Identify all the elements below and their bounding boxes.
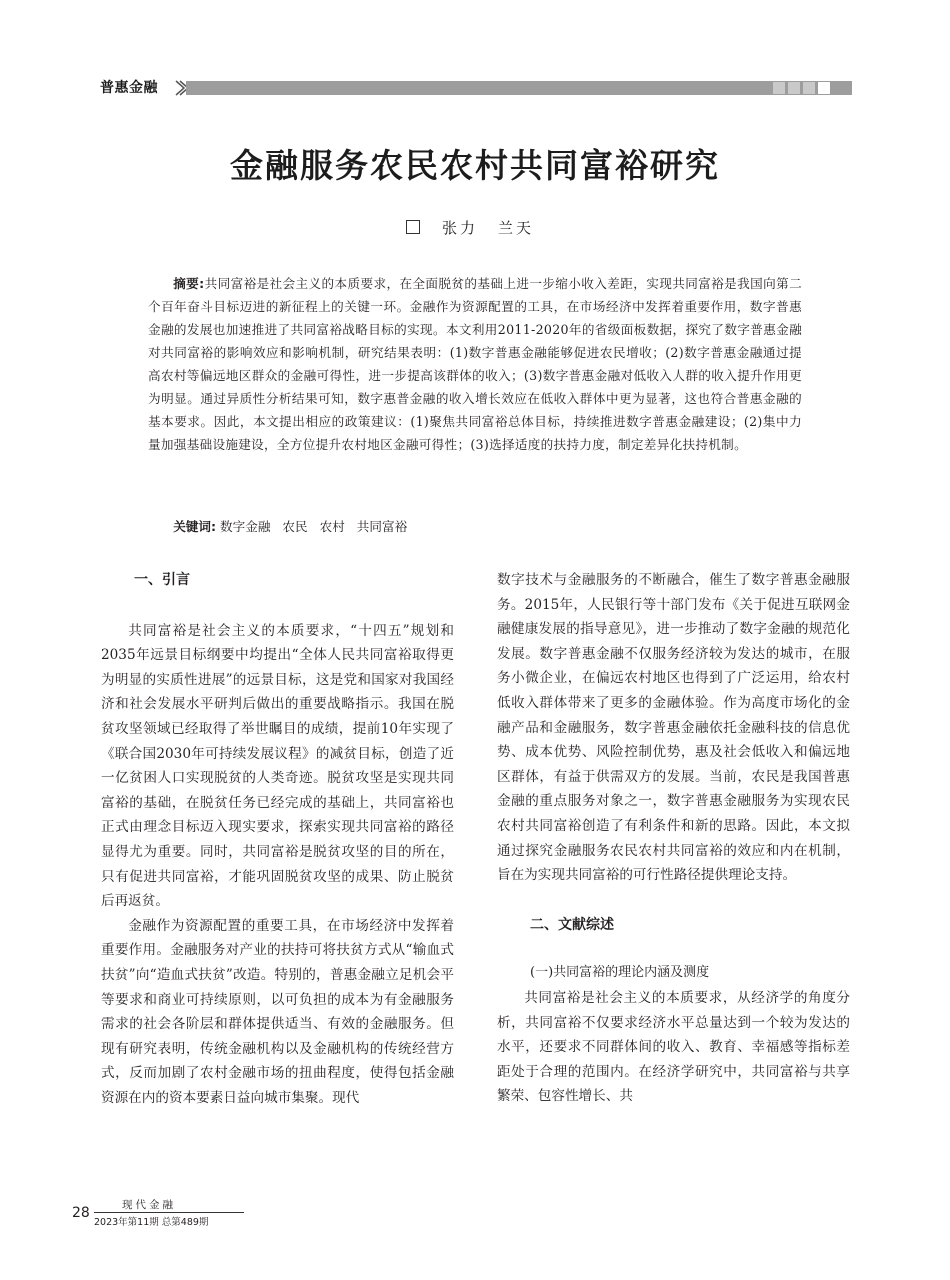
header-band [186,81,852,95]
footer-rule [94,1212,244,1213]
abstract-label: 摘要: [173,276,205,291]
page-number: 28 [72,1205,90,1221]
section-heading: 二、文献综述 [530,916,614,933]
keyword: 数字金融 [220,519,271,534]
body-paragraph: 金融作为资源配置的重要工具，在市场经济中发挥着重要作用。金融服务对产业的扶持可将扶贫方式从“输血式扶贫”向“造血式扶贫”改造。特别的，普惠金融立足机会平等要求和商业可持续原则，以可负担的成本为有金融服务需求的社会各阶层和群体提供适当、有效的金融服务。但现有研究表明，传统金融机构以及金融机构的传统经营方式，反而加剧了农村金融市场的扭曲程度，使得包括金融资源在内的资本要素日益向城市集聚。现代 [101,917,454,1106]
body-paragraph: 共同富裕是社会主义的本质要求，“十四五”规划和2035年远景目标纲要中均提出“全体人民共同富裕取得更为明显的实质性进展”的远景目标，这是党和国家对我国经济和社会发展水平研判后做出的重要战略指示。我国在脱贫攻坚领域已经取得了举世瞩目的成绩，提前10年实现了《联合国2030年可持续发展议程》的减贫目标，创造了近一亿贫困人口实现脱贫的人类奇迹。脱贫攻坚是实现共同富裕的基础，在脱贫任务已经完成的基础上，共同富裕也正式由理念目标迈入现实要求，探索实现共同富裕的路径显得尤为重要。同时，共同富裕是脱贫攻坚的目的所在，只有促进共同富裕，才能巩固脱贫攻坚的成果、防止脱贫后再返贫。 [101,622,454,910]
author-name: 张力 [441,219,478,237]
journal-name: 现代金融 [122,1199,176,1211]
keywords [148,515,802,538]
keyword: 共同富裕 [356,519,408,534]
body-paragraph: 数字技术与金融服务的不断融合，催生了数字普惠金融服务。2015年，人民银行等十部门发布《关于促进互联网金融健康发展的指导意见》，进一步推动了数字金融的规范化发展。数字普惠金融不仅服务经济较为发达的城市，在服务小微企业，在偏远农村地区也得到了广泛运用，给农村低收入群体带来了更多的金融体验。作为高度市场化的金融产品和金融服务，数字普惠金融依托金融科技的信息优势、成本优势、风险控制优势，惠及社会低收入和偏远地区群体，有益于供需双方的发展。当前，农民是我国普惠金融的重点服务对象之一，数字普惠金融服务为实现农民农村共同富裕创造了有利条件和新的思路。因此，本文拟通过探究金融服务农民农村共同富裕的效应和内在机制，旨在为实现共同富裕的可行性路径提供理论支持。 [497,572,850,884]
article-title: 金融服务农民农村共同富裕研究 [230,146,720,185]
issue-info: 2023年第11期 总第489期 [94,1217,209,1228]
abstract-text: 共同富裕是社会主义的本质要求，在全面脱贫的基础上进一步缩小收入差距，实现共同富裕是我国向第二个百年奋斗目标迈进的新征程上的关键一环。金融作为资源配置的工具，在市场经济中发挥着重要作用，数字普惠金融的发展也加速推进了共同富裕战略目标的实现。本文利用2011-2020年的省级面板数据，探究了数字普惠金融对共同富裕的影响效应和影响机制，研究结果表明：(1)数字普惠金融能够促进农民增收；(2)数字普惠金融通过提高农村等偏远地区群众的金融可得性，进一步提高该群体的收入；(3)数字普惠金融对低收入人群的收入提升作用更为明显。通过异质性分析结果可知，数字惠普金融的收入增长效应在低收入群体中更为显著，这也符合普惠金融的基本要求。因此，本文提出相应的政策建议：(1)聚焦共同富裕总体目标，持续推进数字普惠金融建设；(2)集中力量加强基础设施建设，全方位提升农村地区金融可得性；(3)选择适度的扶持力度，制定差异化扶持机制。 [148,276,802,452]
section-heading: 一、引言 [134,572,190,588]
subsection-heading: (一)共同富裕的理论内涵及测度 [530,965,710,981]
keyword: 农民 [282,519,308,534]
band-squares [773,82,830,94]
author-line [0,217,950,238]
page-footer [72,1195,272,1235]
left-column [101,568,454,1110]
keyword: 农村 [319,519,345,534]
keywords-label: 关键词: [173,519,217,534]
abstract [148,272,802,456]
body-paragraph: 共同富裕是社会主义的本质要求，从经济学的角度分析，共同富裕不仅要求经济水平总量达到一个较为发达的水平，还要求不同群体间的收入、教育、幸福感等指标差距处于合理的范围内。在经济学研究中，共同富裕与共享繁荣、包容性增长、共 [497,989,850,1105]
author-box-icon [406,220,420,234]
author-name: 兰天 [498,219,535,237]
right-column [497,568,850,1109]
section-tag: 普惠金融 [100,80,158,96]
section-header [100,77,852,99]
